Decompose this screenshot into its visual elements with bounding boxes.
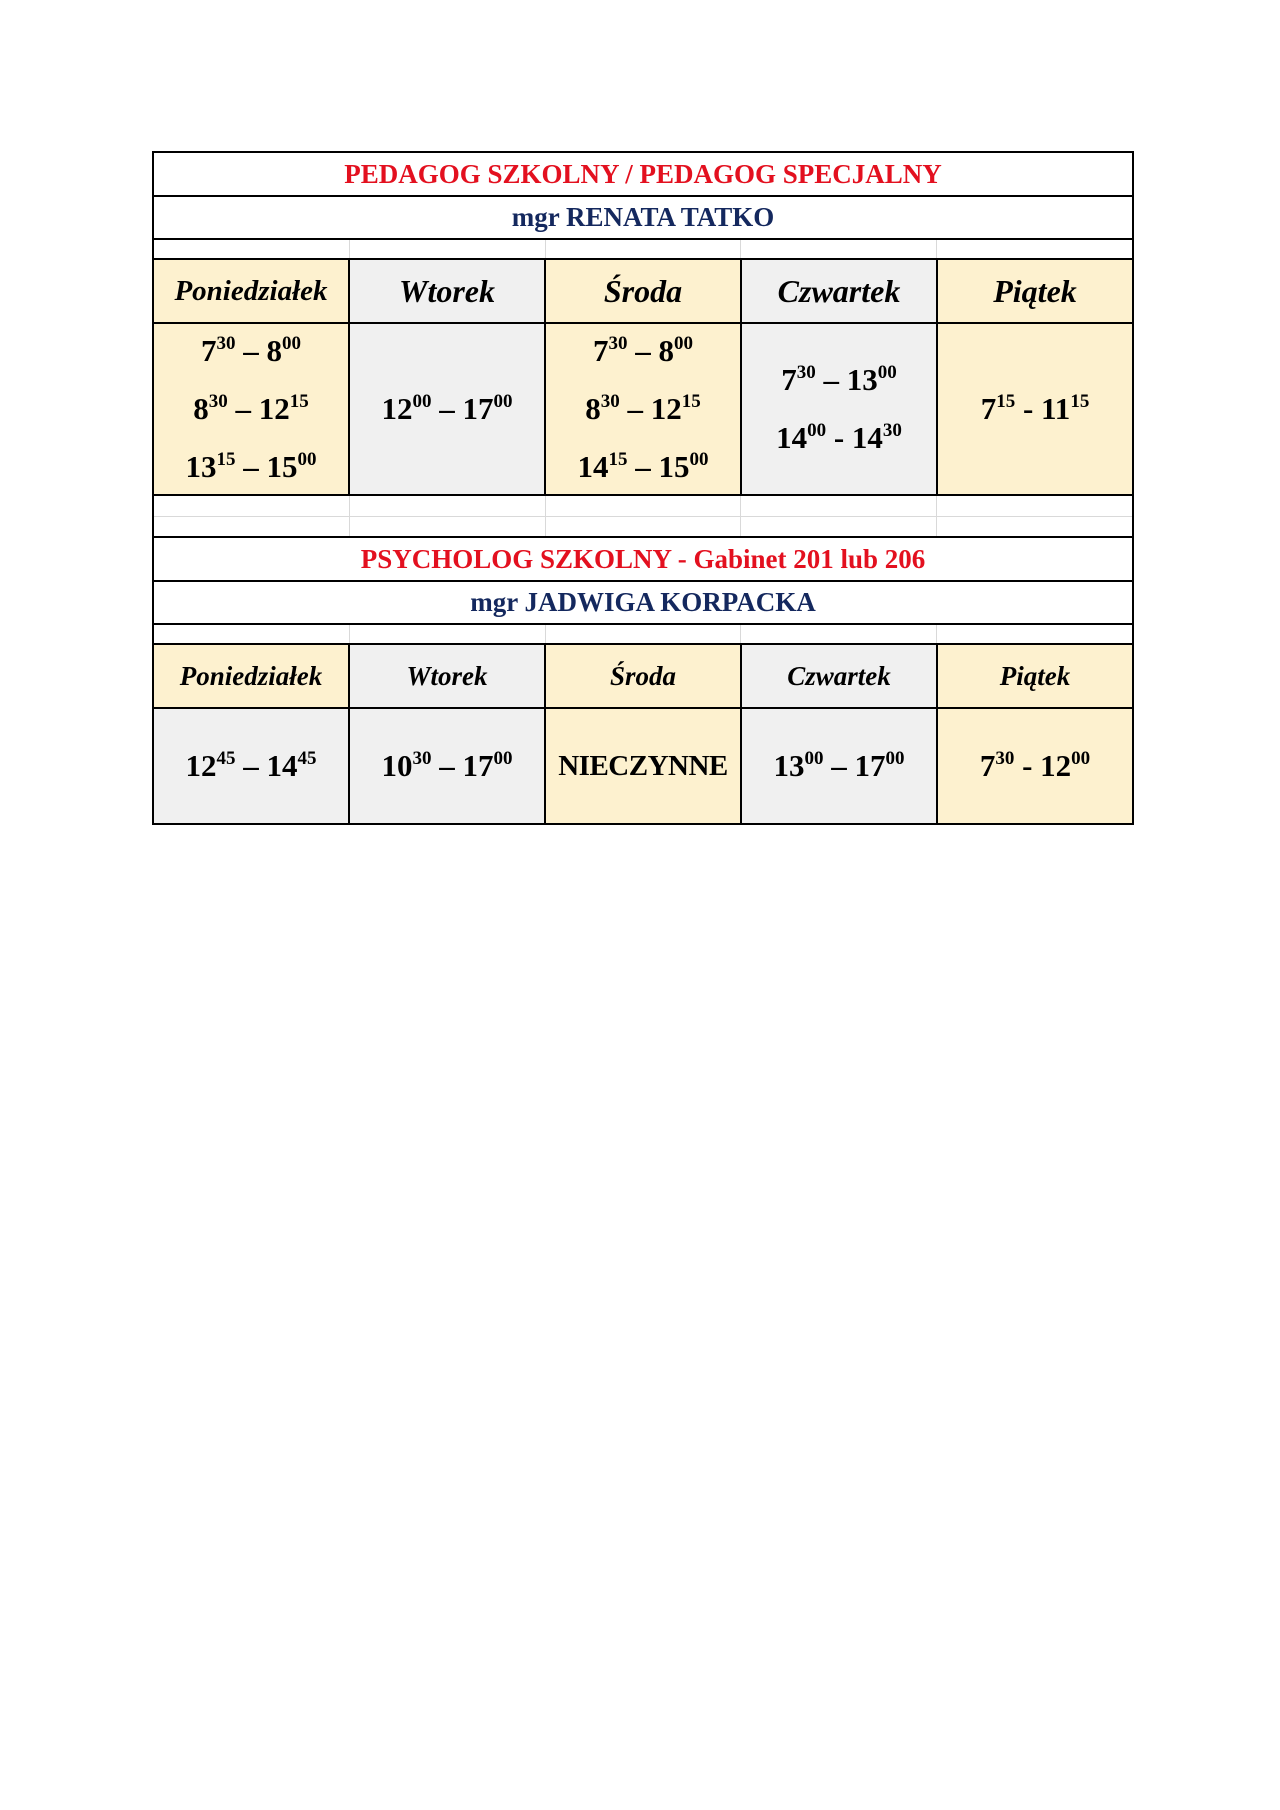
- psycholog-name: mgr JADWIGA KORPACKA: [154, 582, 1132, 625]
- start-minutes: 30: [608, 333, 628, 354]
- psycholog-days-row: [154, 645, 1132, 709]
- gap-row: [154, 496, 1132, 538]
- start-minutes: 00: [412, 391, 432, 412]
- psycholog-hours-thursday: [742, 709, 938, 823]
- range-separator: -: [826, 420, 852, 455]
- start-hour: 10: [381, 748, 413, 783]
- start-minutes: 30: [600, 391, 620, 412]
- schedule-sheet: [152, 151, 1134, 825]
- start-hour: 12: [185, 748, 217, 783]
- pedagog-hours-wednesday: [546, 324, 742, 494]
- time-slot: [585, 380, 701, 438]
- start-hour: 14: [776, 420, 808, 455]
- day-header-wednesday: Środa: [546, 260, 742, 322]
- day-header-thursday: Czwartek: [742, 260, 938, 322]
- time-slot: [193, 380, 309, 438]
- range-separator: –: [815, 362, 847, 397]
- day-header-wednesday: Środa: [546, 645, 742, 707]
- range-separator: –: [627, 333, 659, 368]
- psycholog-hours-wednesday: [546, 709, 742, 823]
- pedagog-hours-monday: [154, 324, 350, 494]
- pedagog-hours-row: [154, 324, 1132, 496]
- time-slot: [382, 737, 513, 795]
- start-minutes: 15: [216, 449, 236, 470]
- start-minutes: 30: [412, 748, 432, 769]
- range-separator: –: [235, 748, 267, 783]
- end-hour: 13: [846, 362, 878, 397]
- end-minutes: 00: [877, 362, 897, 383]
- end-hour: 15: [658, 449, 690, 484]
- psycholog-hours-row: [154, 709, 1132, 823]
- day-header-thursday: Czwartek: [742, 645, 938, 707]
- start-minutes: 15: [608, 449, 628, 470]
- start-hour: 8: [193, 391, 209, 426]
- day-header-monday: Poniedziałek: [154, 260, 350, 322]
- end-minutes: 00: [282, 333, 301, 354]
- end-minutes: 00: [885, 748, 905, 769]
- end-minutes: 45: [297, 748, 317, 769]
- time-slot: [774, 737, 905, 795]
- end-hour: 8: [266, 333, 282, 368]
- start-hour: 8: [585, 391, 601, 426]
- range-separator: –: [235, 449, 267, 484]
- pedagog-days-row: [154, 260, 1132, 324]
- start-hour: 13: [773, 748, 805, 783]
- time-slot: [186, 737, 317, 795]
- day-header-friday: Piątek: [938, 645, 1132, 707]
- start-hour: 7: [593, 333, 609, 368]
- end-minutes: 00: [1071, 748, 1091, 769]
- closed-label: NIECZYNNE: [558, 749, 728, 782]
- time-slot: [980, 737, 1090, 795]
- time-slot: [593, 322, 693, 380]
- end-hour: 17: [462, 391, 494, 426]
- time-slot: [186, 438, 317, 496]
- start-hour: 14: [577, 449, 609, 484]
- start-hour: 7: [979, 748, 996, 783]
- end-hour: 8: [658, 333, 674, 368]
- end-minutes: 00: [297, 449, 317, 470]
- time-slot: [781, 351, 897, 409]
- range-separator: –: [627, 449, 659, 484]
- pedagog-name: mgr RENATA TATKO: [154, 197, 1132, 240]
- start-minutes: 00: [804, 748, 824, 769]
- end-minutes: 30: [882, 420, 902, 441]
- range-separator: -: [1015, 391, 1042, 426]
- time-slot: [578, 438, 709, 496]
- start-hour: 7: [980, 391, 997, 426]
- time-slot: [776, 409, 902, 467]
- pedagog-hours-friday: [938, 324, 1132, 494]
- end-hour: 11: [1041, 391, 1071, 426]
- spacer-row: [154, 240, 1132, 260]
- psycholog-hours-monday: [154, 709, 350, 823]
- range-separator: –: [619, 391, 651, 426]
- end-hour: 15: [266, 449, 298, 484]
- pedagog-hours-tuesday: [350, 324, 546, 494]
- start-hour: 7: [781, 362, 797, 397]
- end-minutes: 00: [689, 449, 709, 470]
- start-minutes: 00: [807, 420, 827, 441]
- end-hour: 17: [854, 748, 886, 783]
- range-separator: –: [823, 748, 855, 783]
- range-separator: –: [431, 391, 463, 426]
- start-hour: 7: [201, 333, 217, 368]
- day-header-friday: Piątek: [938, 260, 1132, 322]
- end-hour: 17: [462, 748, 494, 783]
- end-minutes: 15: [681, 391, 701, 412]
- start-minutes: 45: [216, 748, 236, 769]
- start-minutes: 15: [996, 391, 1016, 412]
- end-minutes: 00: [674, 333, 693, 354]
- end-minutes: 00: [493, 748, 513, 769]
- start-minutes: 30: [796, 362, 816, 383]
- end-hour: 12: [650, 391, 682, 426]
- pedagog-hours-thursday: [742, 324, 938, 494]
- range-separator: –: [227, 391, 259, 426]
- psycholog-hours-friday: [938, 709, 1132, 823]
- end-minutes: 00: [493, 391, 513, 412]
- range-separator: -: [1014, 748, 1041, 783]
- range-separator: –: [431, 748, 463, 783]
- spacer-row: [154, 625, 1132, 645]
- time-slot: [382, 380, 513, 438]
- range-separator: –: [235, 333, 267, 368]
- time-slot: [981, 380, 1090, 438]
- end-hour: 14: [266, 748, 298, 783]
- end-minutes: 15: [289, 391, 309, 412]
- start-hour: 12: [381, 391, 413, 426]
- time-slot: [201, 322, 301, 380]
- end-hour: 12: [258, 391, 290, 426]
- end-hour: 12: [1040, 748, 1072, 783]
- pedagog-title: PEDAGOG SZKOLNY / PEDAGOG SPECJALNY: [154, 153, 1132, 197]
- start-minutes: 30: [216, 333, 236, 354]
- day-header-tuesday: Wtorek: [350, 645, 546, 707]
- psycholog-hours-tuesday: [350, 709, 546, 823]
- end-minutes: 15: [1070, 391, 1090, 412]
- start-minutes: 30: [995, 748, 1015, 769]
- start-minutes: 30: [208, 391, 228, 412]
- psycholog-title: PSYCHOLOG SZKOLNY - Gabinet 201 lub 206: [154, 538, 1132, 582]
- end-hour: 14: [851, 420, 883, 455]
- day-header-monday: Poniedziałek: [154, 645, 350, 707]
- start-hour: 13: [185, 449, 217, 484]
- day-header-tuesday: Wtorek: [350, 260, 546, 322]
